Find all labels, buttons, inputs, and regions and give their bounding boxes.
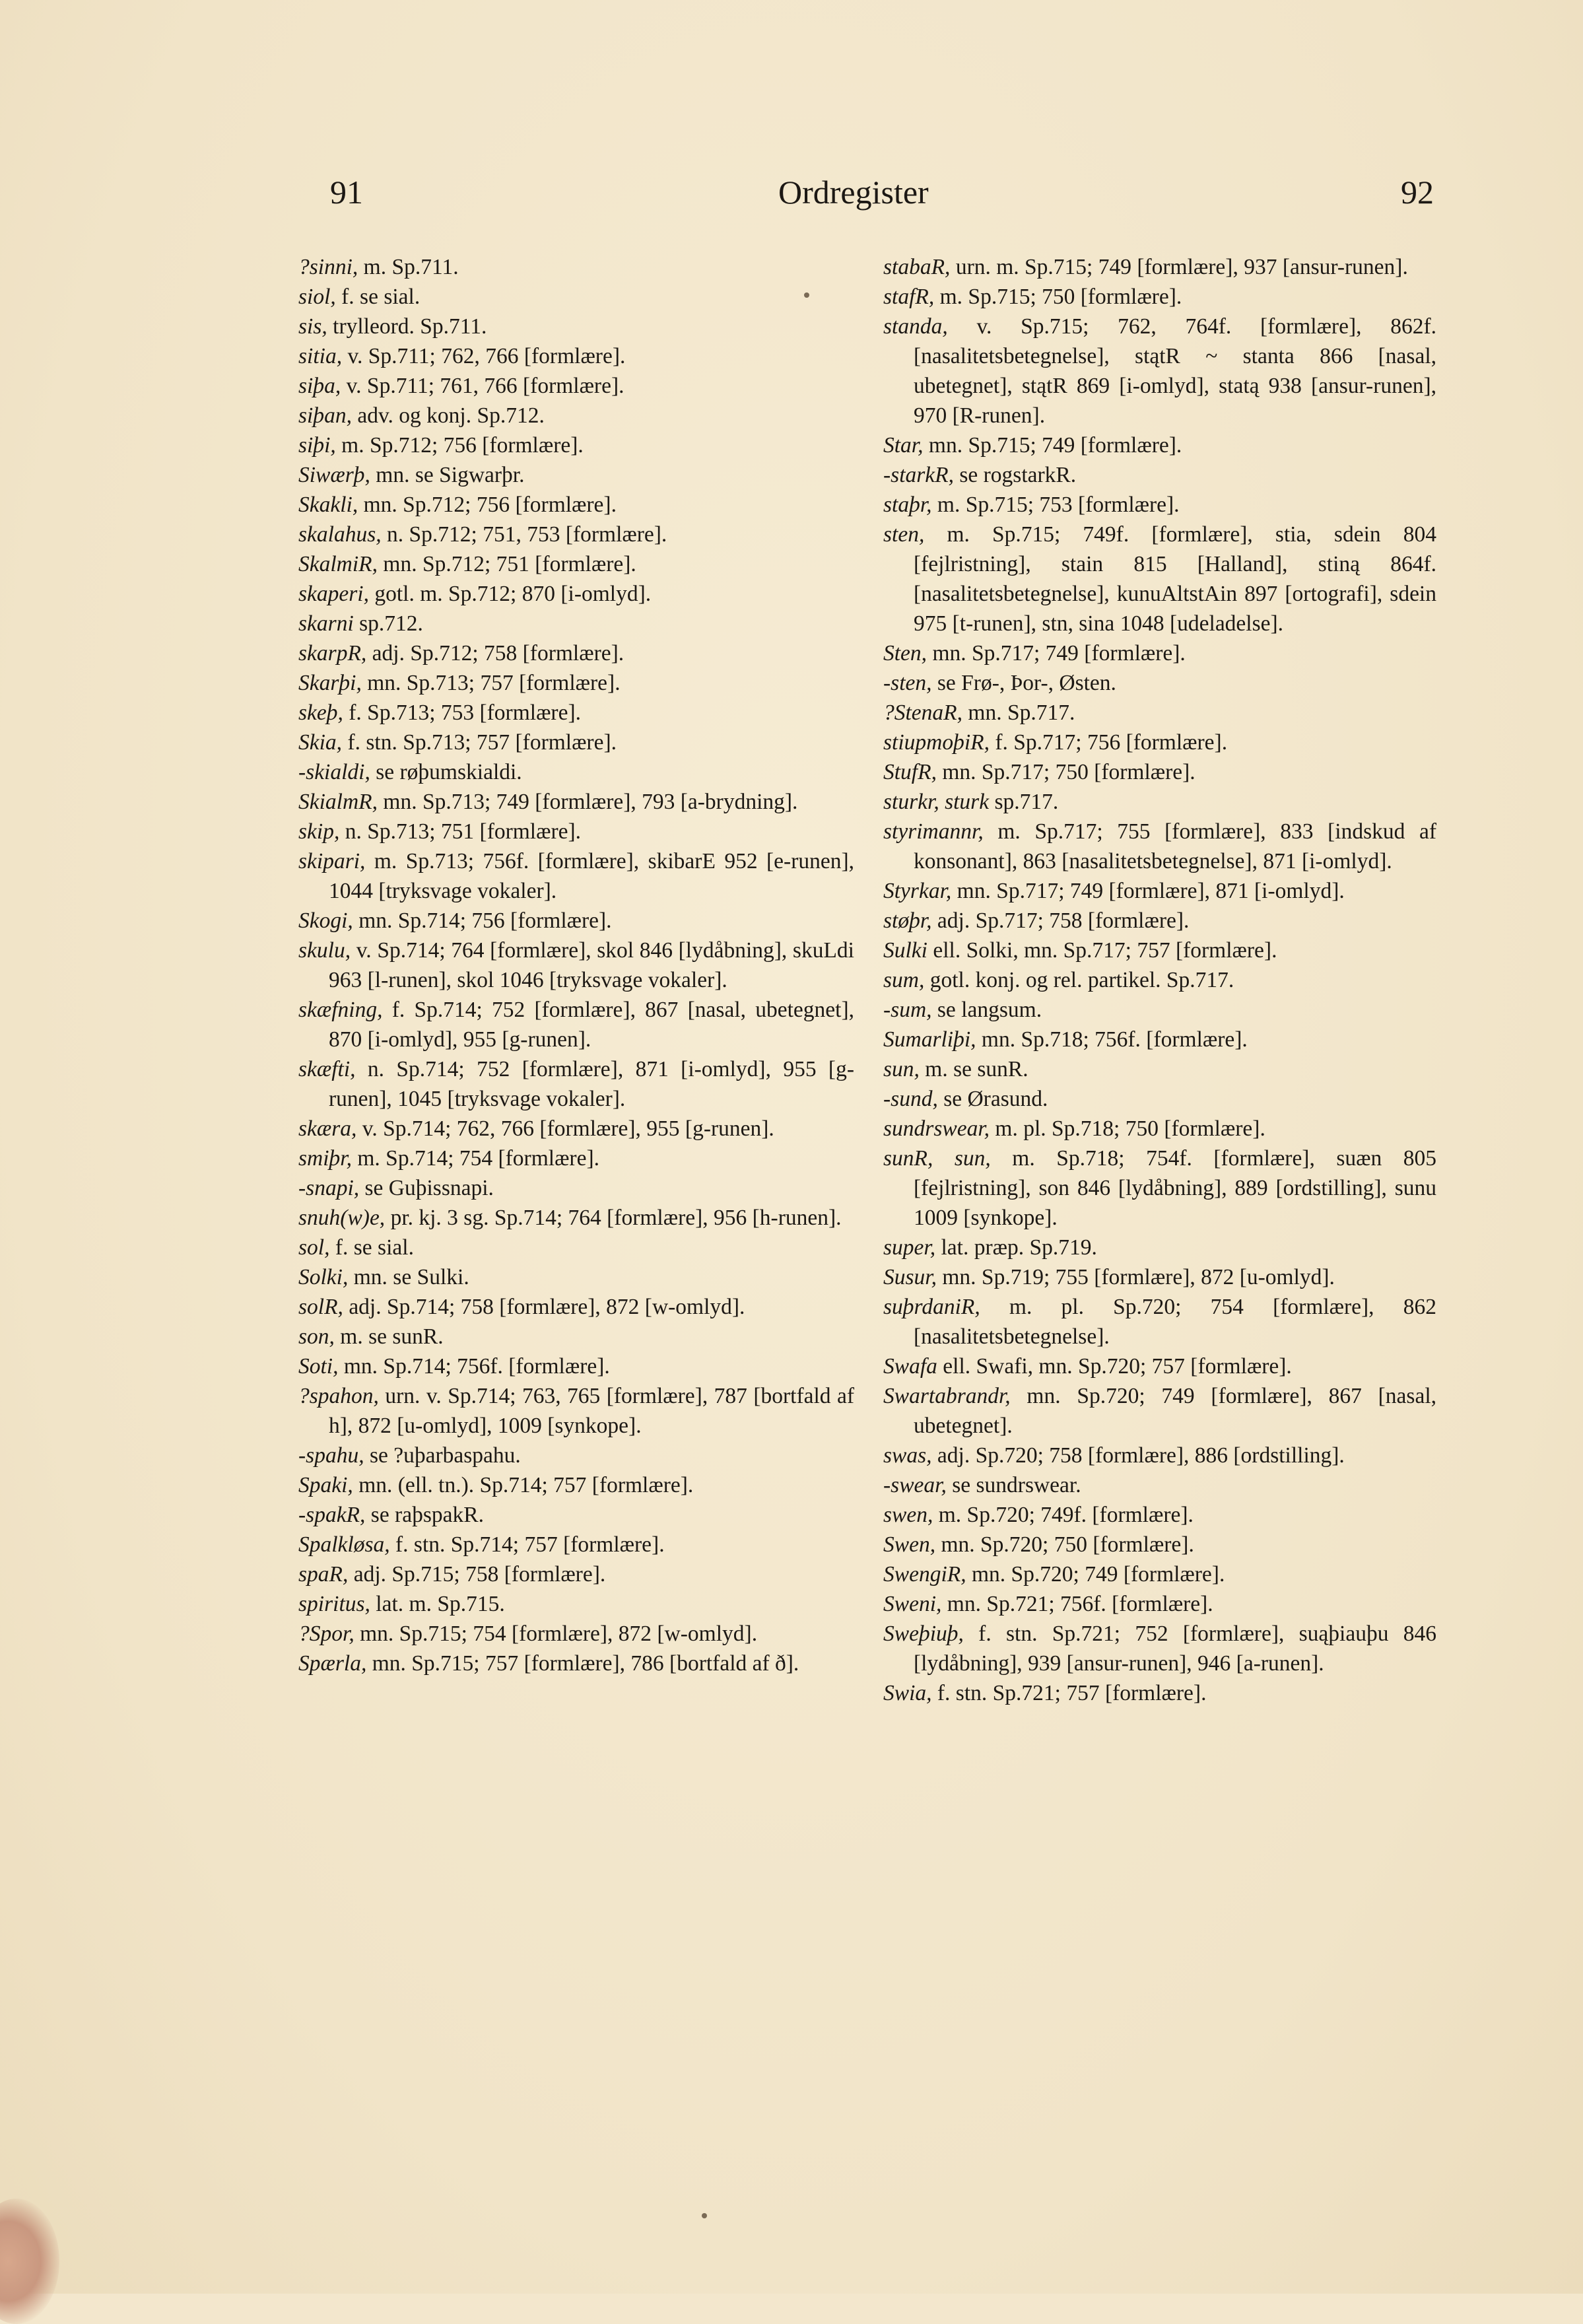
entry-references: m. Sp.715; 753 [formlære]. [931,493,1180,517]
index-entry [298,698,854,728]
page-number-left: 91 [330,174,363,211]
index-entry [298,1173,854,1203]
index-entry [298,1114,854,1144]
index-entry [298,1619,854,1649]
entry-references: se Ørasund. [937,1087,1048,1111]
entry-headword: -starkR, [883,463,954,487]
index-entry [298,906,854,936]
index-entry [883,1441,1436,1470]
entry-headword: sundrswear, [883,1116,990,1141]
index-entry [298,252,854,282]
index-entry [883,757,1436,787]
index-entry [883,1292,1436,1351]
entry-references: se rogstarkR. [954,463,1077,487]
entry-headword: sum, [883,968,925,992]
index-entry [298,1203,854,1233]
index-entry [883,698,1436,728]
index-entry [883,1114,1436,1144]
index-entry [883,787,1436,817]
entry-headword: -sund, [883,1087,938,1111]
entry-references: mn. Sp.721; 756f. [formlære]. [941,1592,1213,1616]
index-entry [298,312,854,341]
index-entry [298,1351,854,1381]
entry-references: mn. Sp.720; 750 [formlære]. [935,1532,1194,1557]
entry-headword: SkalmiR, [298,552,378,576]
entry-headword: siol, [298,285,336,309]
page-number-right: 92 [1401,174,1434,211]
entry-headword: Star, [883,433,924,458]
entry-headword: stafR, [883,285,935,309]
entry-references: sp.717. [989,790,1059,814]
entry-headword: skalahus, [298,522,382,547]
entry-references: adj. Sp.717; 758 [formlære]. [931,908,1190,933]
entry-headword: skipari, [298,849,366,873]
entry-headword: skulu, [298,938,351,963]
index-entry [298,1292,854,1322]
entry-references: se ?uþarbaspahu. [364,1443,521,1468]
entry-references: f. Sp.717; 756 [formlære]. [990,730,1228,755]
entry-references: gotl. m. Sp.712; 870 [i-omlyd]. [369,582,652,606]
index-entry [298,787,854,817]
entry-references: se langsum. [931,998,1042,1022]
entry-headword: Sumarliþi, [883,1027,976,1052]
index-entry [298,371,854,401]
index-entry [298,430,854,460]
entry-references: f. Sp.713; 753 [formlære]. [343,701,581,725]
entry-headword: snuh(w)e, [298,1206,386,1230]
entry-headword: Solki, [298,1265,349,1289]
index-entry [883,936,1436,965]
entry-headword: Sten, [883,641,927,666]
index-entry [883,1559,1436,1589]
entry-headword: StufR, [883,760,937,784]
entry-headword: Sweni, [883,1592,942,1616]
index-entry [883,1233,1436,1262]
entry-references: mn. (ell. tn.). Sp.714; 757 [formlære]. [353,1473,694,1497]
entry-headword: skæra, [298,1116,357,1141]
entry-references: m. se sunR. [919,1057,1028,1081]
entry-headword: skæfning, [298,998,383,1022]
index-entry [298,1559,854,1589]
entry-headword: spaR, [298,1562,349,1587]
entry-references: mn. Sp.715; 757 [formlære], 786 [bortfald af ð]. [366,1651,799,1676]
entry-headword: Swia, [883,1681,932,1705]
entry-references: mn. Sp.712; 751 [formlære]. [378,552,636,576]
entry-references: m. Sp.712; 756 [formlære]. [335,433,584,458]
entry-references: adj. Sp.714; 758 [formlære], 872 [w-omlyd]. [343,1295,745,1319]
entry-references: urn. m. Sp.715; 749 [formlære], 937 [ansur-runen]. [950,255,1408,279]
index-entry [298,1381,854,1441]
entry-references: v. Sp.714; 764 [formlære], skol 846 [lydåbning], skuLdi 963 [l-runen], skol 1046 [tryksvage vokaler]. [329,938,854,992]
entry-headword: sturkr, sturk [883,790,990,814]
entry-references: m. Sp.720; 749f. [formlære]. [933,1503,1194,1527]
index-entry [298,1262,854,1292]
index-entry [298,401,854,430]
index-entry [883,1084,1436,1114]
entry-references: f. stn. Sp.721; 752 [formlære], suąþiauþu 846 [lydåbning], 939 [ansur-runen], 946 [a-runen]. [914,1622,1436,1676]
entry-headword: skip, [298,819,340,844]
index-entry [883,1619,1436,1678]
entry-references: n. Sp.712; 751, 753 [formlære]. [381,522,667,547]
entry-references: se sundrswear. [946,1473,1081,1497]
running-title: Ordregister [778,174,929,211]
entry-headword: styrimannr, [883,819,984,844]
index-entry [883,995,1436,1025]
entry-references: mn. se Sulki. [348,1265,469,1289]
entry-headword: smiþr, [298,1146,352,1171]
index-entry [298,1470,854,1500]
entry-references: se røþumskialdi. [370,760,522,784]
entry-headword: Spærla, [298,1651,367,1676]
entry-references: m. Sp.717; 755 [formlære], 833 [indskud af konsonant], 863 [nasalitetsbetegnelse], 871 [i-omlyd]. [914,819,1436,873]
index-entry [883,1144,1436,1233]
entry-references: v. Sp.714; 762, 766 [formlære], 955 [g-runen]. [356,1116,774,1141]
index-entry [298,757,854,787]
thumb-mark [0,2199,59,2324]
index-entry [298,638,854,668]
entry-references: adj. Sp.712; 758 [formlære]. [366,641,624,666]
entry-headword: Soti, [298,1354,339,1379]
entry-references: m. Sp.714; 754 [formlære]. [352,1146,599,1171]
entry-references: lat. m. Sp.715. [370,1592,505,1616]
entry-headword: standa, [883,314,948,339]
entry-headword: støþr, [883,908,932,933]
entry-headword: -swear, [883,1473,947,1497]
index-entry [883,1351,1436,1381]
entry-headword: -sum, [883,998,932,1022]
entry-references: lat. præp. Sp.719. [935,1235,1097,1260]
ink-speck [804,292,809,298]
index-entry [298,1054,854,1114]
index-entry [883,668,1436,698]
index-entry [883,282,1436,312]
index-entry [298,520,854,549]
index-entry [883,638,1436,668]
entry-headword: solR, [298,1295,343,1319]
entry-headword: sunR, sun, [883,1146,991,1171]
entry-headword: Sulki [883,938,927,963]
index-entry [883,460,1436,490]
index-entry [298,549,854,579]
index-entry [883,876,1436,906]
entry-references: se raþspakR. [365,1503,484,1527]
entry-headword: Siwærþ, [298,463,370,487]
entry-headword: Styrkar, [883,879,952,903]
index-entry [883,1470,1436,1500]
entry-references: f. Sp.714; 752 [formlære], 867 [nasal, ubetegnet], 870 [i-omlyd], 955 [g-runen]. [329,998,854,1052]
index-entry [298,995,854,1054]
entry-references: adj. Sp.720; 758 [formlære], 886 [ordstilling]. [931,1443,1345,1468]
entry-headword: sis, [298,314,327,339]
index-entry [883,1530,1436,1559]
left-column [298,252,854,1678]
entry-references: mn. Sp.712; 756 [formlære]. [358,493,617,517]
index-entry [883,430,1436,460]
index-entry [298,1530,854,1559]
entry-references: f. stn. Sp.721; 757 [formlære]. [931,1681,1207,1705]
index-entry [883,906,1436,936]
entry-references: mn. Sp.719; 755 [formlære], 872 [u-omlyd]. [937,1265,1335,1289]
index-entry [298,1500,854,1530]
entry-references: mn. Sp.713; 749 [formlære], 793 [a-brydning]. [378,790,798,814]
entry-references: mn. Sp.715; 754 [formlære], 872 [w-omlyd]. [354,1622,758,1646]
index-entry [883,1054,1436,1084]
entry-headword: Sweþiuþ, [883,1622,964,1646]
entry-references: n. Sp.713; 751 [formlære]. [339,819,582,844]
entry-references: mn. se Sigwarþr. [370,463,525,487]
entry-references: pr. kj. 3 sg. Sp.714; 764 [formlære], 956 [h-runen]. [385,1206,842,1230]
entry-headword: Swen, [883,1532,936,1557]
index-entry [298,668,854,698]
entry-references: mn. Sp.714; 756f. [formlære]. [338,1354,610,1379]
entry-headword: ?sinni, [298,255,358,279]
entry-references: m. pl. Sp.718; 750 [formlære]. [990,1116,1265,1141]
entry-references: mn. Sp.717; 749 [formlære]. [927,641,1186,666]
index-entry [298,846,854,906]
entry-references: v. Sp.711; 761, 766 [formlære]. [341,374,624,398]
entry-references: f. se sial. [335,285,421,309]
entry-headword: -spakR, [298,1503,366,1527]
entry-references: mn. Sp.714; 756 [formlære]. [353,908,612,933]
index-entry [883,1678,1436,1708]
entry-headword: ?Spor, [298,1622,354,1646]
entry-references: trylleord. Sp.711. [327,314,487,339]
index-entry [298,490,854,520]
entry-headword: -skialdi, [298,760,370,784]
entry-references: mn. Sp.717. [962,701,1075,725]
entry-references: f. stn. Sp.713; 757 [formlære]. [342,730,617,755]
ink-speck [702,2213,707,2218]
entry-references: v. Sp.711; 762, 766 [formlære]. [342,344,626,368]
entry-references: mn. Sp.717; 749 [formlære], 871 [i-omlyd]. [951,879,1345,903]
index-entry [298,341,854,371]
entry-references: f. se sial. [329,1235,414,1260]
entry-references: gotl. konj. og rel. partikel. Sp.717. [924,968,1234,992]
entry-headword: stiupmoþiR, [883,730,990,755]
index-entry [298,1233,854,1262]
entry-references: mn. Sp.715; 749 [formlære]. [923,433,1182,458]
entry-references: m. Sp.713; 756f. [formlære], skibarE 952 [e-runen], 1044 [tryksvage vokaler]. [329,849,854,903]
entry-headword: suþrdaniR, [883,1295,980,1319]
entry-references: se Frø-, Þor-, Østen. [931,671,1116,695]
entry-references: adv. og konj. Sp.712. [351,403,545,428]
index-entry [298,1589,854,1619]
index-entry [883,490,1436,520]
entry-headword: skarpR, [298,641,367,666]
entry-headword: siþi, [298,433,336,458]
entry-headword: Spalkløsa, [298,1532,390,1557]
entry-headword: sol, [298,1235,330,1260]
entry-headword: Swafa [883,1354,937,1379]
entry-references: urn. v. Sp.714; 763, 765 [formlære], 787 [bortfald af h], 872 [u-omlyd], 1009 [synkope]. [329,1384,854,1438]
entry-references: m. se sunR. [334,1324,444,1349]
index-entry [883,520,1436,638]
entry-headword: son, [298,1324,335,1349]
index-entry [298,1649,854,1678]
entry-references: mn. Sp.713; 757 [formlære]. [361,671,621,695]
entry-headword: -spahu, [298,1443,364,1468]
index-entry [298,728,854,757]
index-entry [298,1144,854,1173]
entry-headword: Skarþi, [298,671,362,695]
entry-headword: sitia, [298,344,343,368]
entry-headword: siþan, [298,403,352,428]
index-entry [883,252,1436,282]
entry-headword: Skakli, [298,493,358,517]
page-header [0,173,1583,226]
entry-headword: siþa, [298,374,341,398]
entry-references: mn. Sp.717; 750 [formlære]. [936,760,1196,784]
entry-references: mn. Sp.720; 749 [formlære]. [966,1562,1225,1587]
entry-headword: ?StenaR, [883,701,963,725]
entry-headword: swen, [883,1503,933,1527]
index-entry [883,312,1436,430]
index-entry [883,1381,1436,1441]
entry-headword: SkialmR, [298,790,378,814]
entry-headword: Susur, [883,1265,937,1289]
entry-headword: sten, [883,522,925,547]
index-entry [883,965,1436,995]
entry-headword: sun, [883,1057,920,1081]
entry-headword: skarni [298,611,354,636]
entry-references: m. Sp.718; 754f. [formlære], suæn 805 [fejlristning], son 846 [lydåbning], 889 [ordstilling], sunu 1009 [synkope]. [914,1146,1436,1230]
entry-headword: Skia, [298,730,343,755]
entry-references: adj. Sp.715; 758 [formlære]. [348,1562,606,1587]
index-entry [883,728,1436,757]
entry-references: f. stn. Sp.714; 757 [formlære]. [389,1532,665,1557]
entry-headword: -snapi, [298,1176,360,1200]
index-entry [883,1262,1436,1292]
entry-headword: -sten, [883,671,932,695]
right-column [883,252,1436,1708]
index-entry [298,609,854,638]
entry-references: mn. Sp.718; 756f. [formlære]. [976,1027,1248,1052]
entry-headword: staþr, [883,493,932,517]
entry-headword: skæfti, [298,1057,356,1081]
entry-references: m. Sp.715; 750 [formlære]. [934,285,1182,309]
entry-headword: swas, [883,1443,932,1468]
index-entry [883,1500,1436,1530]
index-entry [298,282,854,312]
index-entry [298,460,854,490]
entry-references: ell. Solki, mn. Sp.717; 757 [formlære]. [927,938,1277,963]
index-entry [883,1589,1436,1619]
entry-headword: ?spahon, [298,1384,379,1408]
index-entry [298,1322,854,1351]
entry-references: ell. Swafi, mn. Sp.720; 757 [formlære]. [937,1354,1292,1379]
entry-headword: Spaki, [298,1473,353,1497]
entry-references: se Guþissnapi. [359,1176,494,1200]
entry-headword: skeþ, [298,701,343,725]
entry-headword: Swartabrandr, [883,1384,1011,1408]
index-entry [298,1441,854,1470]
index-entry [298,817,854,846]
index-entry [298,579,854,609]
entry-references: m. Sp.711. [358,255,459,279]
entry-headword: SwengiR, [883,1562,966,1587]
entry-headword: super, [883,1235,936,1260]
entry-references: sp.712. [353,611,423,636]
entry-headword: spiritus, [298,1592,370,1616]
entry-headword: stabaR, [883,255,951,279]
entry-references: n. Sp.714; 752 [formlære], 871 [i-omlyd], 955 [g-runen], 1045 [tryksvage vokaler]. [329,1057,854,1111]
entry-headword: skaperi, [298,582,369,606]
entry-references: v. Sp.715; 762, 764f. [formlære], 862f. [nasalitetsbetegnelse], stątR ~ stanta 866 [nasal, ubetegnet], stątR 869 [i-omlyd], statą 938 [ansur-runen], 970 [R-runen]. [914,314,1436,428]
index-entry [883,817,1436,876]
entry-headword: Skogi, [298,908,353,933]
entry-references: mn. Sp.720; 749 [formlære], 867 [nasal, ubetegnet]. [914,1384,1436,1438]
index-entry [298,936,854,995]
entry-references: m. pl. Sp.720; 754 [formlære], 862 [nasalitetsbetegnelse]. [914,1295,1436,1349]
index-entry [883,1025,1436,1054]
entry-references: m. Sp.715; 749f. [formlære], stia, sdein 804 [fejlristning], stain 815 [Halland], stiną 864f. [nasalitetsbetegnelse], kunuAltstAin 897 [ortografi], sdein 975 [t-runen], stn, sina 1048 [udeladelse]. [914,522,1436,636]
